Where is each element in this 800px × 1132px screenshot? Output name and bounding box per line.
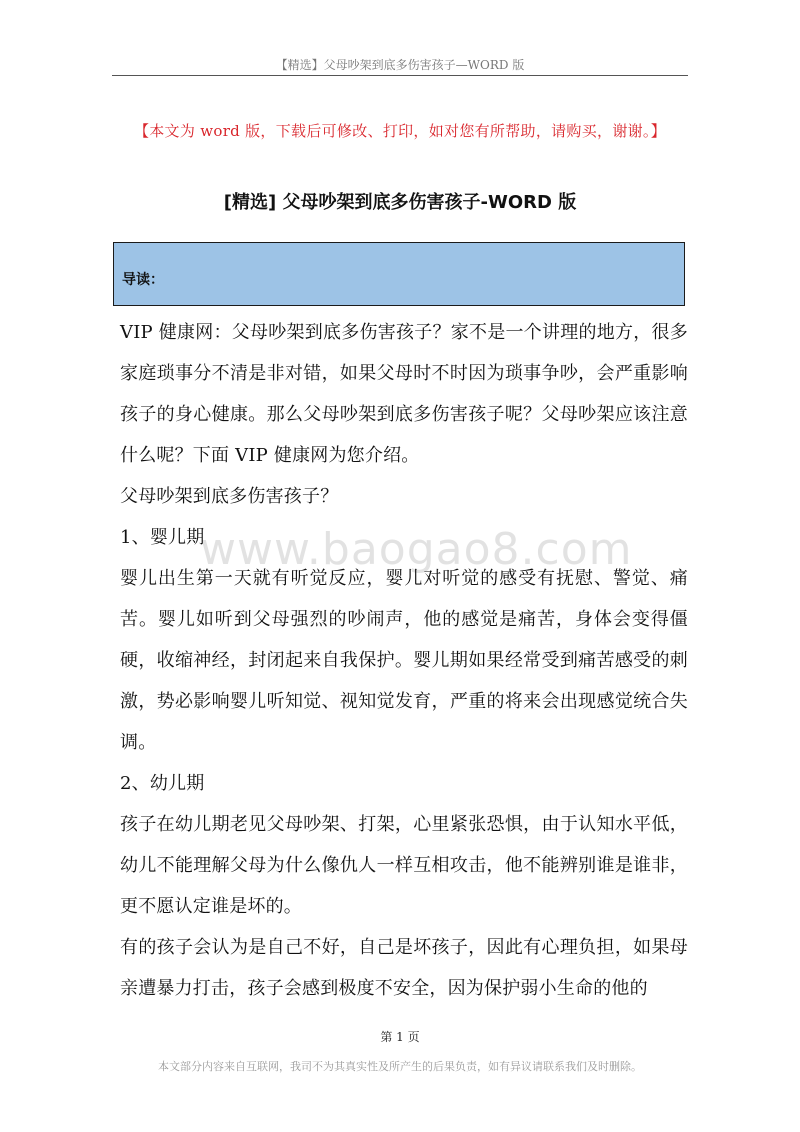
paragraph-infancy: 婴儿出生第一天就有听觉反应，婴儿对听觉的感受有抚慰、警觉、痛苦。婴儿如听到父母强烈的吵闹声，他的感觉是痛苦，身体会变得僵硬，收缩神经，封闭起来自我保护。婴儿期如果经常受到痛苦感受的刺激，势必影响婴儿听知觉、视知觉发育，严重的将来会出现感觉统合失调。 [120, 568, 688, 753]
section-heading-infancy: 1、婴儿期 [120, 527, 205, 548]
paragraph-continued: 有的孩子会认为是自己不好，自己是坏孩子，因此有心理负担，如果母亲遭暴力打击，孩子会感到极度不安全，因为保护弱小生命的他的 [120, 937, 688, 999]
download-notice: 【本文为 word 版，下载后可修改、打印，如对您有所帮助，请购买，谢谢。】 [133, 122, 667, 140]
document-body [120, 312, 688, 1009]
paragraph-toddler: 孩子在幼儿期老见父母吵架、打架，心里紧张恐惧，由于认知水平低，幼儿不能理解父母为什么像仇人一样互相攻击，他不能辨别谁是谁非，更不愿认定谁是坏的。 [120, 814, 688, 917]
paragraph-intro: VIP 健康网：父母吵架到底多伤害孩子？家不是一个讲理的地方，很多家庭琐事分不清是非对错，如果父母时不时因为琐事争吵，会严重影响孩子的身心健康。那么父母吵架到底多伤害孩子呢？父母吵架应该注意什么呢？下面 VIP 健康网为您介绍。 [120, 322, 688, 466]
page-number: 第 1 页 [380, 1030, 420, 1044]
page-header: 【精选】父母吵架到底多伤害孩子—WORD 版 [275, 58, 525, 72]
guide-label: 导读： [122, 272, 164, 288]
section-heading-toddler: 2、幼儿期 [120, 773, 205, 794]
header-divider [112, 75, 688, 76]
watermark: www.baogao8.com [200, 524, 633, 575]
guide-box [113, 242, 685, 306]
page-footer: 本文部分内容来自互联网，我司不为其真实性及所产生的后果负责，如有异议请联系我们及时删除。 [158, 1060, 642, 1073]
paragraph-question: 父母吵架到底多伤害孩子？ [120, 486, 339, 507]
document-title: [精选] 父母吵架到底多伤害孩子-WORD 版 [223, 192, 577, 213]
